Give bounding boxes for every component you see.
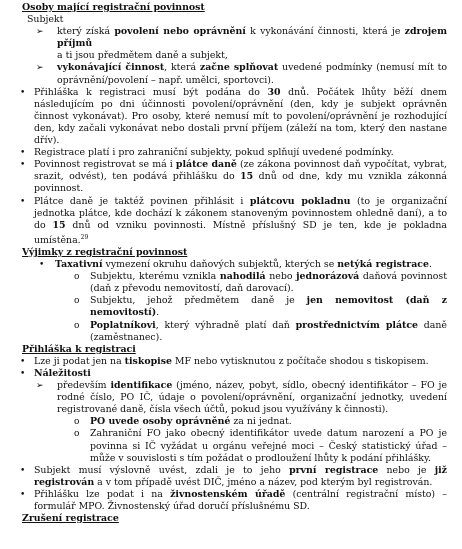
list-item-continuation: a ti jsou předmětem daně a subjekt, (57, 50, 228, 62)
list-item: ➢ vykonávající činnost, která začne splňovat uvedené podmínky (nemusí mít to oprávnění/povolení – např. umělci, sportovci). (36, 62, 447, 86)
list-item: • Náležitosti (20, 367, 91, 379)
bullet-icon: • (20, 465, 26, 476)
bullet-icon: • (20, 368, 26, 379)
bullet-icon: • (20, 87, 26, 98)
bullet-icon: • (39, 260, 45, 271)
circle-bullet-icon: o (74, 429, 80, 440)
list-item: • Přihlášku lze podat i na živnostenském úřadě (centrální registrační místo) – formulář MPO. Živnostenský úřad doručí příslušnému SD. (20, 488, 447, 512)
bullet-icon: • (20, 356, 26, 367)
subject-label: Subjekt (27, 14, 64, 26)
bullet-icon: • (20, 196, 26, 207)
list-item: ➢ který získá povolení nebo oprávnění k vykonávání činnosti, která je zdrojem příjmů (36, 26, 447, 50)
list-item: • Povinnost registrovat se má i plátce daně (ze zákona povinnost daň vypočítat, vybrat, srazit, odvést), ten podává přihlášku do 15 dnů od dne, kdy mu vznikla zákonná povinnost. (20, 159, 447, 195)
arrow-bullet-icon: ➢ (36, 63, 44, 74)
arrow-bullet-icon: ➢ (36, 381, 44, 392)
circle-bullet-icon: o (74, 417, 80, 428)
section-title-application: Přihláška k registraci (22, 343, 136, 355)
list-item: • Přihláška k registraci musí být podána do 30 dnů. Počátek lhůty běží dnem následujícím po dni účinnosti povolení/oprávnění (den, kdy je subjekt oprávněn činnost vykonávat). Pro osoby, které nemusí mít to povolení/oprávnění je rozhodující den, kdy začali vykonávat nebo dostali první příjem (záleží na tom, který den nastane dřív). (20, 86, 447, 147)
circle-bullet-icon: o (74, 296, 80, 307)
list-item: o Poplatníkovi, který výhradně platí daň prostřednictvím plátce daně (zaměstnanec). (74, 319, 447, 343)
arrow-bullet-icon: ➢ (36, 27, 44, 38)
section-title-cancellation: Zrušení registrace (22, 513, 119, 525)
section-title-registration-duty: Osoby mající registrační povinnost (22, 2, 205, 13)
list-item: • Plátce daně je taktéž povinen přihlásit i plátcovu pokladnu (to je organizační jednotka plátce, kde dochází k zákonem stanoveným povinnostem ohledně daní), a to do 15 dnů od vzniku povinnosti. Místně příslušný SD je ten, kde je pokladna umístěna.$^{29}$ (20, 195, 447, 246)
list-item: o PO uvede osoby oprávněné za ni jednat. (74, 416, 292, 428)
list-item: o Zahraniční FO jako obecný identifikátor uvede datum narození a PO je povinna si IČ vyžádat u orgánu veřejné moci – Český statistický úřad – může v souvislosti s tím požádat o prodloužení lhůty k podání přihlášky. (74, 428, 447, 464)
bullet-icon: • (20, 489, 26, 500)
circle-bullet-icon: o (74, 320, 80, 331)
footnote-ref: 29 (80, 233, 89, 241)
list-item: • Registrace platí i pro zahraniční subjekty, pokud splňují uvedené podmínky. (20, 147, 394, 159)
bullet-icon: • (20, 160, 26, 171)
list-item: • Taxativní vymezení okruhu daňových subjektů, kterých se netýká registrace. (39, 259, 432, 271)
circle-bullet-icon: o (74, 272, 80, 283)
bullet-icon: • (20, 148, 26, 159)
list-item: o Subjektu, kterému vznikla nahodilá nebo jednorázová daňová povinnost (daň z převodu nemovitostí, daň darovací). (74, 271, 447, 295)
list-item: • Subjekt musí výslovně uvést, zdali je to jeho první registrace nebo je již registrován a v tom případě uvést DIČ, jméno a název, pod kterým byl registrován. (20, 464, 447, 488)
section-title-exceptions: Výjimky z registrační povinnost (22, 247, 188, 258)
list-item: • Lze ji podat jen na tiskopise MF nebo vytisknutou z počítače shodou s tiskopisem. (20, 355, 429, 367)
list-item: o Subjektu, jehož předmětem daně je jen nemovitost (daň z nemovitostí). (74, 295, 447, 319)
list-item: ➢ především identifikace (jméno, název, pobyt, sídlo, obecný identifikátor – FO je rodné číslo, PO IČ, údaje o povolení/oprávnění, organizační jednotky, uvedení registrované daně, čísla všech účtů, pokud jsou využívány k činnosti). (36, 380, 447, 416)
